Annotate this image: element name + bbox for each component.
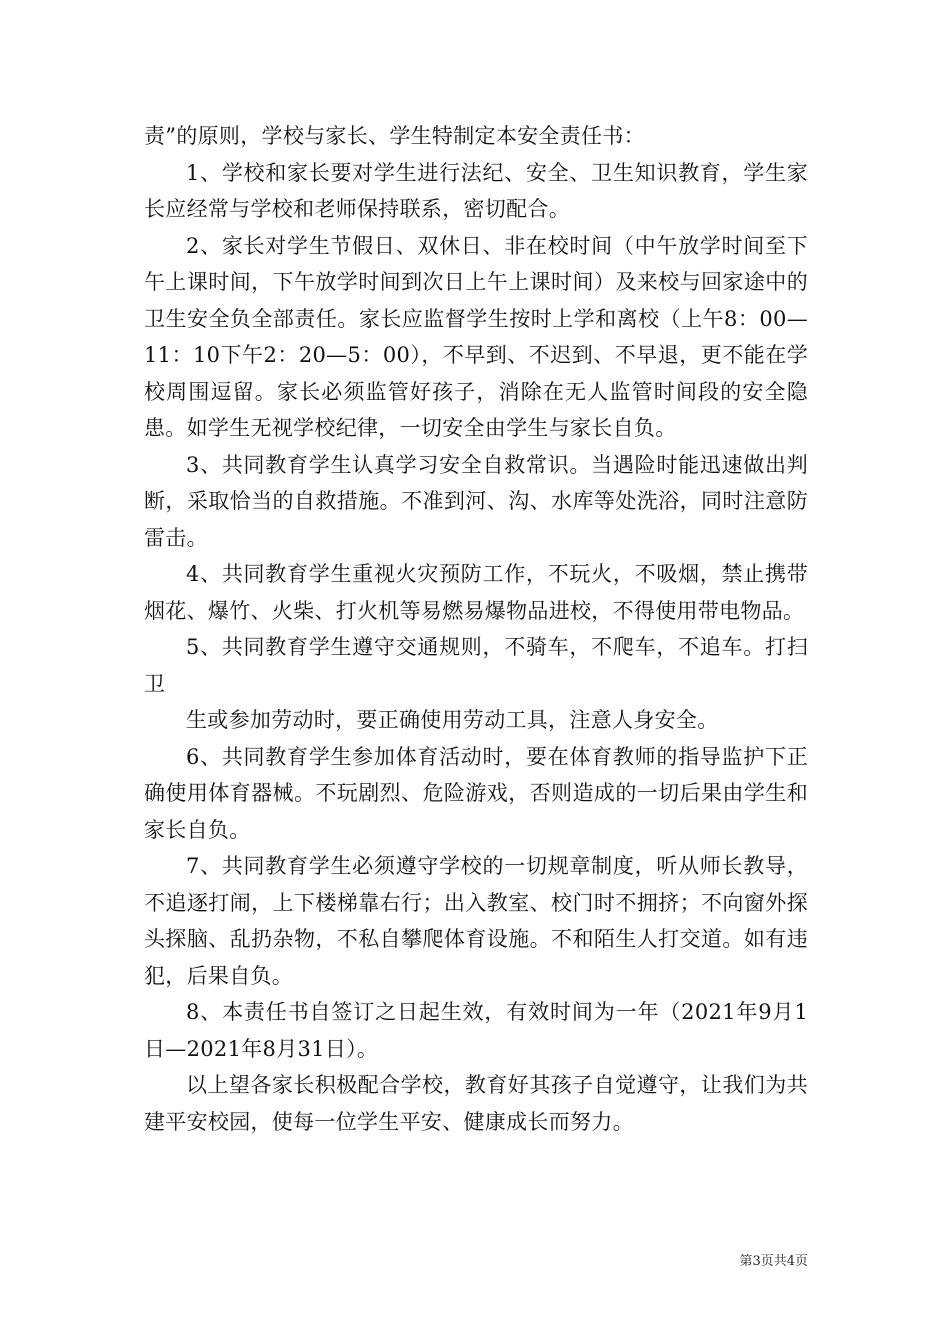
paragraph-item-7: 7、共同教育学生必须遵守学校的一切规章制度，听从师长教导，不追逐打闹，上下楼梯靠右行；出入教室、校门时不拥挤；不向窗外探头探脑、乱扔杂物，不私自攀爬体育设施。不和陌生人打交道。如有违犯，后果自负。 xyxy=(144,854,808,988)
document-body xyxy=(144,118,808,1140)
paragraph-item-3: 3、共同教育学生认真学习安全自救常识。当遇险时能迅速做出判断，采取恰当的自救措施。不准到河、沟、水库等处洗浴，同时注意防雷击。 xyxy=(144,452,808,550)
paragraph-item-1: 1、学校和家长要对学生进行法纪、安全、卫生知识教育，学生家长应经常与学校和老师保持联系，密切配合。 xyxy=(144,160,808,221)
paragraph-intro-continuation: 责”的原则，学校与家长、学生特制定本安全责任书： xyxy=(144,124,645,148)
paragraph-item-8: 8、本责任书自签订之日起生效，有效时间为一年（2021年9月1日—2021年8月31日）。 xyxy=(144,1000,808,1061)
page-number: 第3页共4页 xyxy=(739,1254,808,1269)
paragraph-closing: 以上望各家长积极配合学校，教育好其孩子自觉遵守，让我们为共建平安校园，使每一位学生平安、健康成长而努力。 xyxy=(144,1073,808,1134)
paragraph-item-5: 5、共同教育学生遵守交通规则，不骑车，不爬车，不追车。打扫卫 xyxy=(144,635,808,696)
paragraph-item-6: 6、共同教育学生参加体育活动时，要在体育教师的指导监护下正确使用体育器械。不玩剧烈、危险游戏，否则造成的一切后果由学生和家长自负。 xyxy=(144,744,808,842)
paragraph-item-2: 2、家长对学生节假日、双休日、非在校时间（中午放学时间至下午上课时间，下午放学时间到次日上午上课时间）及来校与回家途中的卫生安全负全部责任。家长应监督学生按时上学和离校（上午8：00—11：10下午2：20—5：00），不早到、不迟到、不早退，更不能在学校周围逗留。家长必须监管好孩子，消除在无人监管时间段的安全隐患。如学生无视学校纪律，一切安全由学生与家长自负。 xyxy=(144,233,808,440)
paragraph-item-4: 4、共同教育学生重视火灾预防工作，不玩火，不吸烟，禁止携带烟花、爆竹、火柴、打火机等易燃易爆物品进校，不得使用带电物品。 xyxy=(144,562,808,623)
paragraph-item-5-continued: 生或参加劳动时，要正确使用劳动工具，注意人身安全。 xyxy=(186,708,719,732)
